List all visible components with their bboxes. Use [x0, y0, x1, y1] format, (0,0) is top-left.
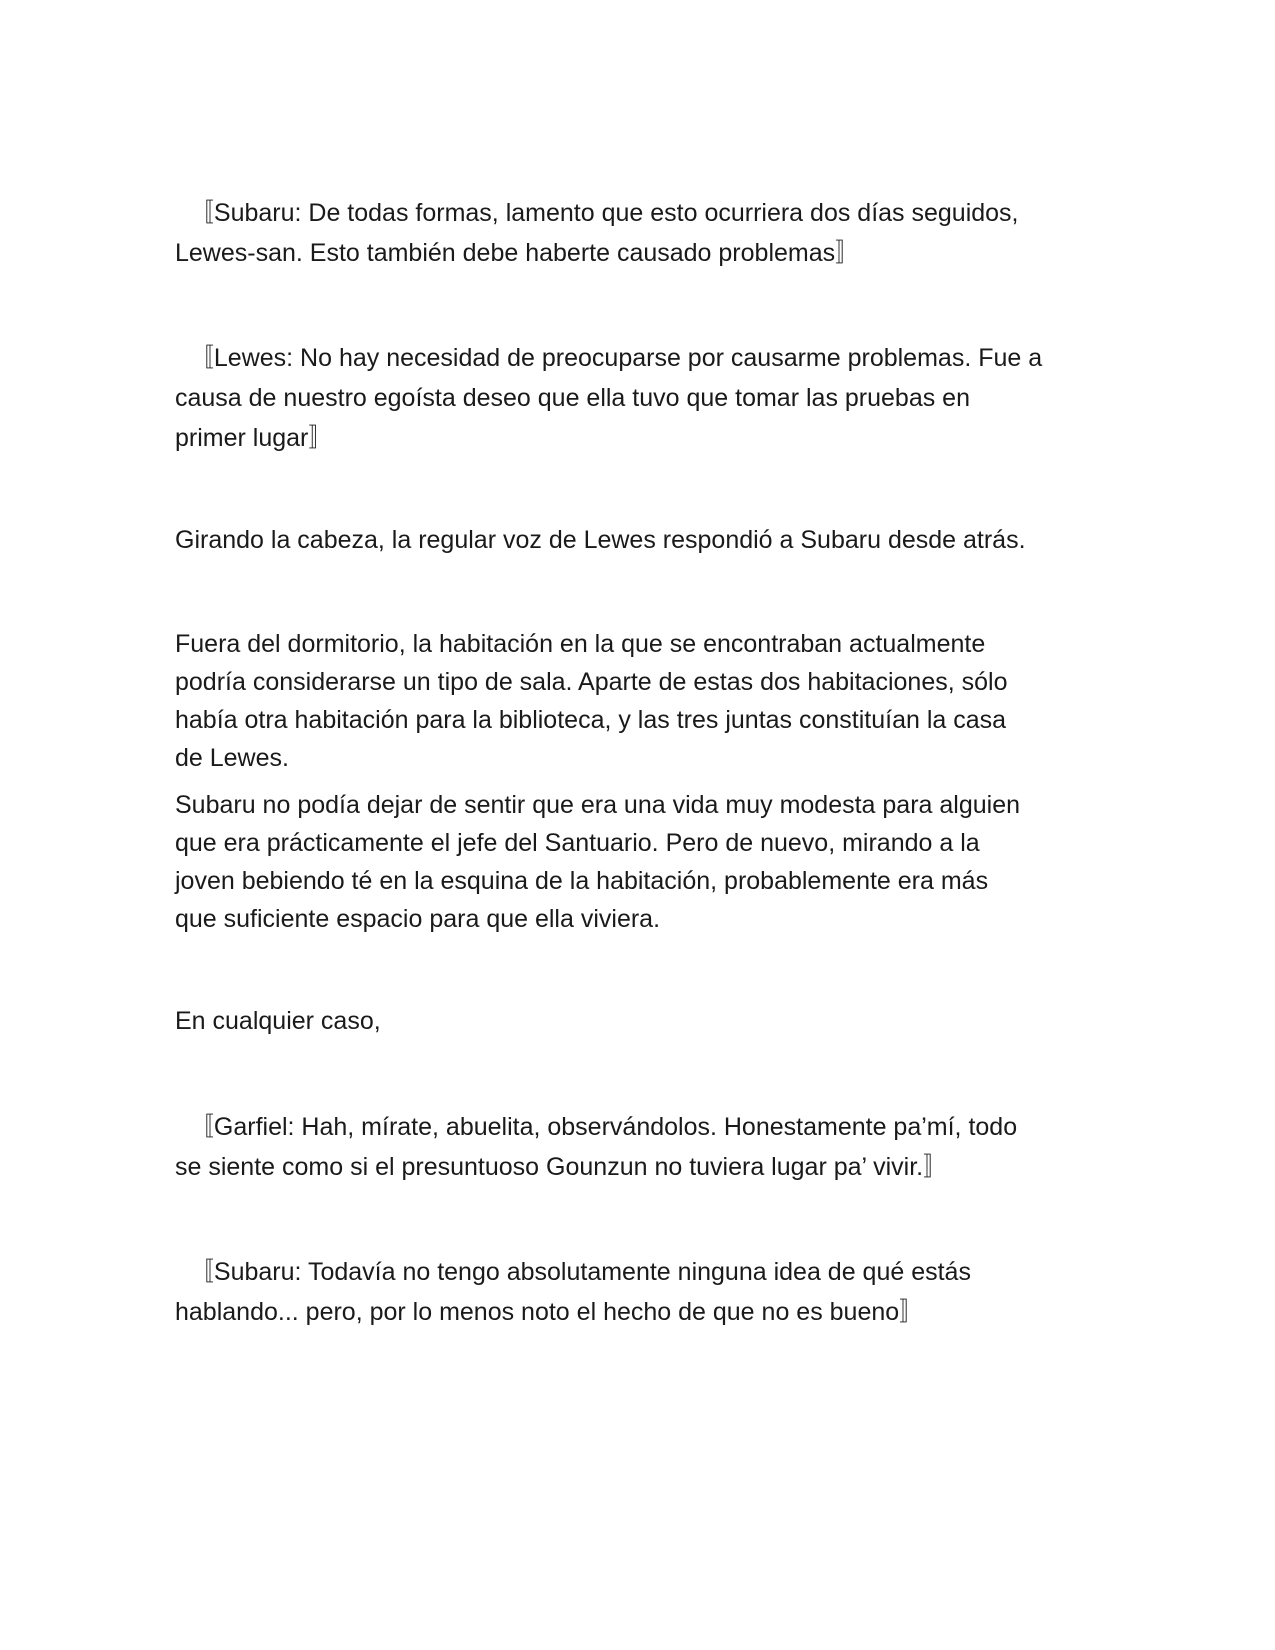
dialogue-paragraph-garfiel: 〚Garfiel: Hah, mírate, abuelita, observándolos. Honestamente pa’mí, todo se siente como si el presuntuoso Gounzun no tuviera lugar pa’ vivir.〛	[175, 1113, 1018, 1181]
dialogue-paragraph-subaru-2: 〚Subaru: Todavía no tengo absolutamente ninguna idea de qué estás hablando... pero, por lo menos noto el hecho de que no es bueno〛	[175, 1258, 971, 1326]
narration-paragraph-2: Fuera del dormitorio, la habitación en la que se encontraban actualmente podría considerarse un tipo de sala. Aparte de estas dos habitaciones, sólo había otra habitación para la biblioteca, y las tres juntas constituían la casa de Lewes.	[175, 630, 1008, 772]
narration-paragraph-4: En cualquier caso,	[175, 1007, 381, 1035]
dialogue-paragraph-lewes: 〚Lewes: No hay necesidad de preocuparse por causarme problemas. Fue a causa de nuestro egoísta deseo que ella tuvo que tomar las pruebas en primer lugar〛	[175, 344, 1043, 452]
narration-paragraph-1: Girando la cabeza, la regular voz de Lewes respondió a Subaru desde atrás.	[175, 526, 1026, 554]
narration-paragraph-3: Subaru no podía dejar de sentir que era una vida muy modesta para alguien que era prácticamente el jefe del Santuario. Pero de nuevo, mirando a la joven bebiendo té en la esquina de la habitación, probablemente era más que suficiente espacio para que ella viviera.	[175, 791, 1021, 933]
dialogue-paragraph-subaru-1: 〚Subaru: De todas formas, lamento que esto ocurriera dos días seguidos, Lewes-san. Esto también debe haberte causado problemas〛	[175, 199, 1019, 267]
